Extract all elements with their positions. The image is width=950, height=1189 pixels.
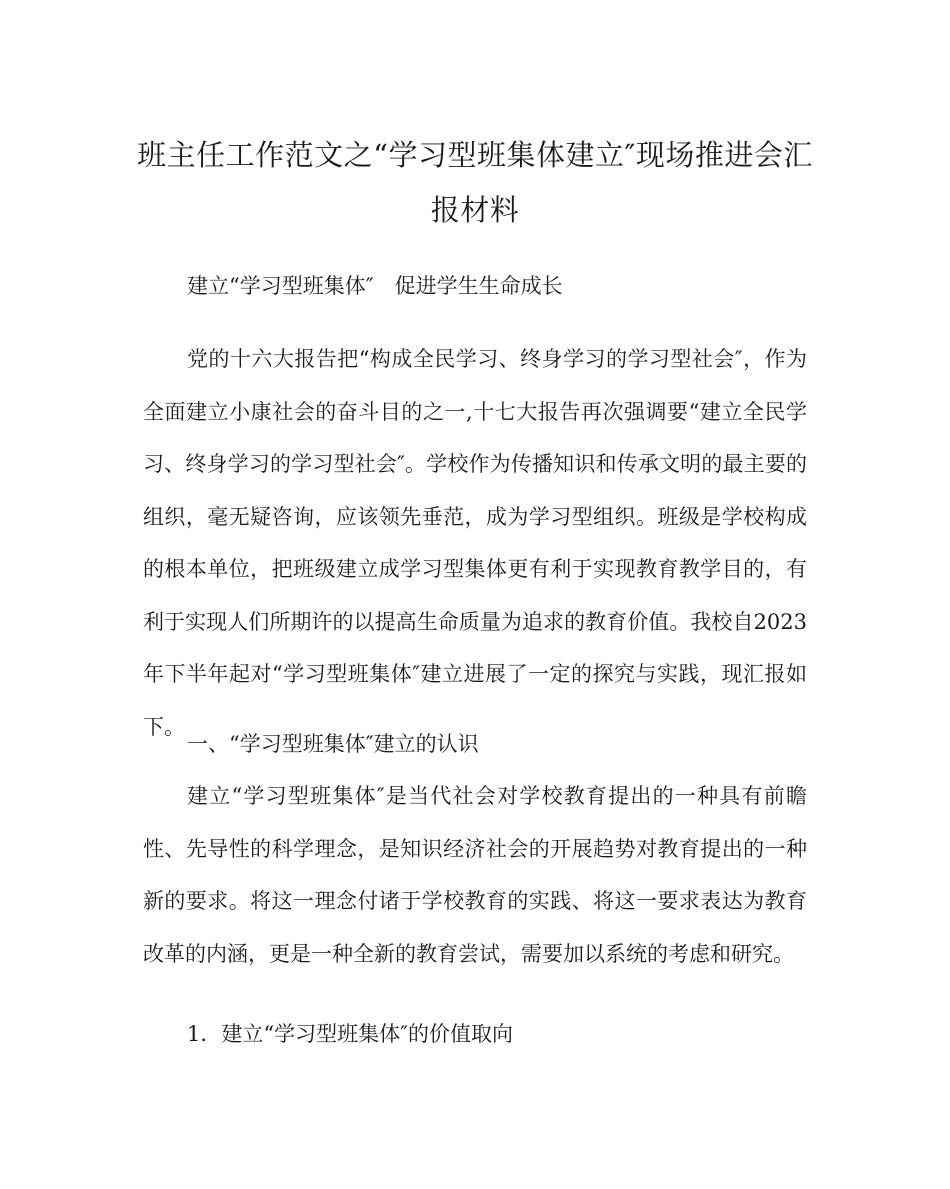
paragraph-intro: 党的十六大报告把“构成全民学习、终身学习的学习型社会″，作为全面建立小康社会的奋斗目的之一,十七大报告再次强调要“建立全民学习、终身学习的学习型社会″。学校作为传播知识和传承文明的最主要的组织，毫无疑咨询，应该领先垂范，成为学习型组织。班级是学校构成的根本单位，把班级建立成学习型集体更有利于实现教育教学目的，有利于实现人们所期许的以提高生命质量为追求的教育价值。我校自2023年下半年起对“学习型班集体″建立进展了一定的探究与实践，现汇报如下。 — [143, 347, 807, 739]
document-title: 班主任工作范文之“学习型班集体建立″现场推进会汇报材料 — [137, 138, 813, 227]
section-heading-1: 一、“学习型班集体″建立的认识 — [187, 732, 479, 756]
subsection-heading-1: 1．建立“学习型班集体″的价值取向 — [187, 1022, 513, 1046]
document-subtitle: 建立“学习型班集体″ 促进学生生命成长 — [187, 274, 563, 298]
paragraph-section-1: 建立“学习型班集体″是当代社会对学校教育提出的一种具有前瞻性、先导性的科学理念，是知识经济社会的开展趋势对教育提出的一种新的要求。将这一理念付诸于学校教育的实践、将这一要求表达为教育改革的内涵，更是一种全新的教育尝试，需要加以系统的考虑和研究。 — [143, 784, 807, 966]
